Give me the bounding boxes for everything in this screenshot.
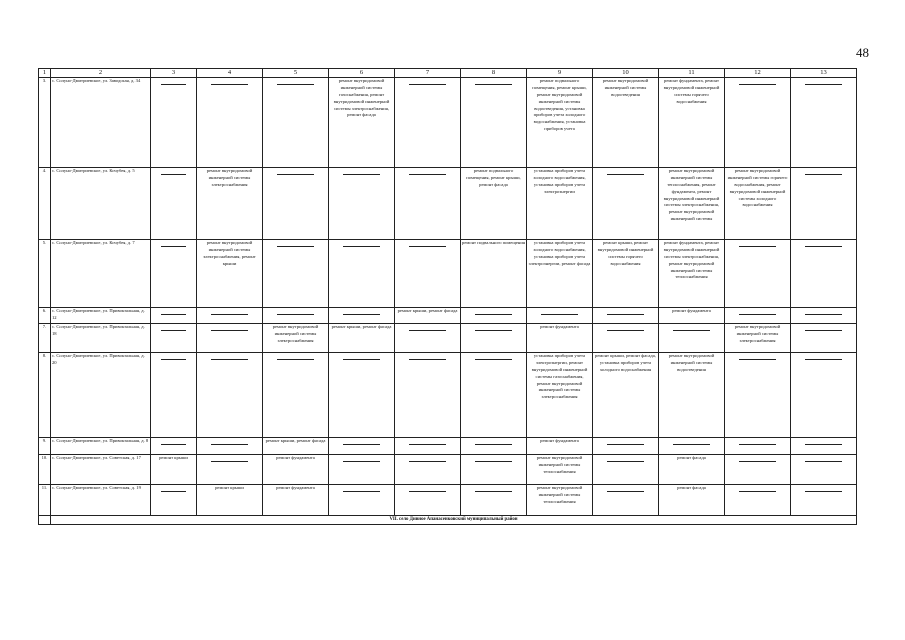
work-cell-col-11: ремонт фундамента, ремонт внутридомовой инженерной системы электроснабжения, ремонт внутридомовой инженерной системы теплоснабжения — [659, 240, 725, 308]
work-cell-col-4: ремонт крыши — [197, 485, 263, 516]
row-number: 4. — [39, 168, 51, 240]
column-header-11: 11 — [659, 69, 725, 78]
work-cell-col-6 — [329, 168, 395, 240]
work-cell-col-8: ремонт подвального помещения, ремонт крыши, ремонт фасада — [461, 168, 527, 240]
work-cell-col-9: установка приборов учета холодного водоснабжения, установка приборов учета электроэнергии — [527, 168, 593, 240]
work-cell-col-8 — [461, 455, 527, 485]
work-cell-col-7 — [395, 455, 461, 485]
work-cell-col-8 — [461, 353, 527, 438]
dash-mark — [409, 84, 447, 85]
dash-mark — [161, 491, 187, 492]
dash-mark — [161, 246, 187, 247]
work-cell-col-10 — [593, 485, 659, 516]
work-cell-col-7 — [395, 485, 461, 516]
work-cell-col-5: ремонт фундамента — [263, 455, 329, 485]
dash-mark — [475, 314, 513, 315]
dash-mark — [409, 246, 447, 247]
work-cell-col-3 — [151, 438, 197, 455]
dash-mark — [739, 246, 777, 247]
work-cell-col-10 — [593, 308, 659, 324]
work-cell-col-5: ремонт фундамента — [263, 485, 329, 516]
column-header-5: 5 — [263, 69, 329, 78]
work-cell-col-4: ремонт внутридомовой инженерной системы электроснабжения — [197, 168, 263, 240]
work-cell-col-13 — [791, 438, 857, 455]
work-cell-col-6 — [329, 240, 395, 308]
row-number: 5. — [39, 240, 51, 308]
dash-mark — [739, 461, 777, 462]
dash-mark — [607, 330, 645, 331]
dash-mark — [475, 444, 513, 445]
dash-mark — [409, 174, 447, 175]
work-cell-col-8: ремонт подвального помещения — [461, 240, 527, 308]
work-cell-col-13 — [791, 168, 857, 240]
table-row — [39, 308, 857, 324]
dash-mark — [343, 461, 381, 462]
dash-mark — [673, 330, 711, 331]
work-cell-col-6: ремонт внутридомовой инженерной системы газоснабжения, ремонт внутридомовой инженерной системы электроснабжения, ремонт фасада — [329, 78, 395, 168]
work-cell-col-12 — [725, 78, 791, 168]
address-cell: с. Солуно-Дмитриевское, ул. Заводская, д. 34 — [51, 78, 151, 168]
dash-mark — [805, 491, 843, 492]
work-cell-col-10 — [593, 324, 659, 353]
row-number: 7. — [39, 324, 51, 353]
address-cell: с. Солуно-Дмитриевское, ул. Кочубея, д. 5 — [51, 168, 151, 240]
work-cell-col-13 — [791, 324, 857, 353]
work-cell-col-13 — [791, 308, 857, 324]
dash-mark — [409, 491, 447, 492]
dash-mark — [673, 444, 711, 445]
work-cell-col-5 — [263, 240, 329, 308]
table-row — [39, 78, 857, 168]
dash-mark — [277, 84, 315, 85]
column-header-13: 13 — [791, 69, 857, 78]
work-cell-col-8 — [461, 438, 527, 455]
work-cell-col-11 — [659, 324, 725, 353]
dash-mark — [409, 330, 447, 331]
work-cell-col-7 — [395, 240, 461, 308]
address-cell: с. Солуно-Дмитриевское, ул. Привокзальная, д. 8 — [51, 438, 151, 455]
dash-mark — [805, 461, 843, 462]
work-cell-col-6: ремонт крыши, ремонт фасада — [329, 324, 395, 353]
dash-mark — [739, 359, 777, 360]
work-cell-col-6 — [329, 353, 395, 438]
dash-mark — [739, 84, 777, 85]
work-cell-col-12 — [725, 438, 791, 455]
work-cell-col-10 — [593, 455, 659, 485]
work-cell-col-10: ремонт крыши, ремонт внутридомовой инженерной системы горячего водоснабжения — [593, 240, 659, 308]
work-cell-col-9: ремонт фундамента — [527, 438, 593, 455]
dash-mark — [475, 491, 513, 492]
work-cell-col-7 — [395, 324, 461, 353]
address-cell: с. Солуно-Дмитриевское, ул. Советская, д. 17 — [51, 455, 151, 485]
section-row — [39, 516, 857, 525]
dash-mark — [161, 174, 187, 175]
work-cell-col-10 — [593, 438, 659, 455]
work-cell-col-8 — [461, 324, 527, 353]
table-row — [39, 324, 857, 353]
work-cell-col-12 — [725, 240, 791, 308]
dash-mark — [409, 444, 447, 445]
work-cell-col-9 — [527, 308, 593, 324]
address-cell: с. Солуно-Дмитриевское, ул. Привокзальная, д. 12 — [51, 308, 151, 324]
work-cell-col-5 — [263, 308, 329, 324]
repair-schedule-table-wrapper — [38, 68, 846, 525]
dash-mark — [805, 314, 843, 315]
work-cell-col-4 — [197, 455, 263, 485]
work-cell-col-13 — [791, 455, 857, 485]
work-cell-col-12: ремонт внутридомовой инженерной системы электроснабжения — [725, 324, 791, 353]
column-header-12: 12 — [725, 69, 791, 78]
dash-mark — [739, 314, 777, 315]
work-cell-col-3 — [151, 240, 197, 308]
work-cell-col-5 — [263, 168, 329, 240]
work-cell-col-5 — [263, 353, 329, 438]
work-cell-col-8 — [461, 308, 527, 324]
dash-mark — [475, 330, 513, 331]
work-cell-col-9: установка приборов учета электроэнергии, ремонт внутридомовой инженерной системы газоснабжения, ремонт внутридомовой инженерной системы электроснабжения — [527, 353, 593, 438]
work-cell-col-9: ремонт фундамента — [527, 324, 593, 353]
column-header-3: 3 — [151, 69, 197, 78]
work-cell-col-10: ремонт крыши, ремонт фасада, установка приборов учета холодного водоснабжения — [593, 353, 659, 438]
dash-mark — [475, 359, 513, 360]
work-cell-col-11: ремонт внутридомовой инженерной системы теплоснабжения, ремонт фундамента, ремонт внутридомовой инженерной системы электроснабжения, ремонт внутридомовой инженерной системы — [659, 168, 725, 240]
dash-mark — [161, 330, 187, 331]
work-cell-col-7 — [395, 168, 461, 240]
page-number: 48 — [856, 45, 869, 60]
work-cell-col-5: ремонт внутридомовой инженерной системы электроснабжения — [263, 324, 329, 353]
dash-mark — [211, 314, 249, 315]
column-header-6: 6 — [329, 69, 395, 78]
work-cell-col-13 — [791, 240, 857, 308]
work-cell-col-11 — [659, 438, 725, 455]
work-cell-col-3: ремонт крыши — [151, 455, 197, 485]
header-row — [39, 69, 857, 78]
table-body — [39, 69, 857, 525]
work-cell-col-12 — [725, 455, 791, 485]
work-cell-col-12 — [725, 308, 791, 324]
address-cell: с. Солуно-Дмитриевское, ул. Привокзальная, д. 18 — [51, 324, 151, 353]
work-cell-col-7 — [395, 438, 461, 455]
work-cell-col-4: ремонт внутридомовой инженерной системы электроснабжения, ремонт крыши — [197, 240, 263, 308]
dash-mark — [161, 444, 187, 445]
dash-mark — [343, 314, 381, 315]
work-cell-col-3 — [151, 78, 197, 168]
dash-mark — [739, 444, 777, 445]
dash-mark — [211, 359, 249, 360]
table-row — [39, 485, 857, 516]
dash-mark — [211, 84, 249, 85]
dash-mark — [607, 174, 645, 175]
work-cell-col-5: ремонт крыши, ремонт фасада — [263, 438, 329, 455]
work-cell-col-4 — [197, 438, 263, 455]
table-row — [39, 168, 857, 240]
work-cell-col-9: ремонт внутридомовой инженерной системы теплоснабжения — [527, 455, 593, 485]
work-cell-col-13 — [791, 485, 857, 516]
work-cell-col-8 — [461, 78, 527, 168]
work-cell-col-3 — [151, 168, 197, 240]
work-cell-col-3 — [151, 324, 197, 353]
column-header-9: 9 — [527, 69, 593, 78]
dash-mark — [277, 174, 315, 175]
column-header-2: 2 — [51, 69, 151, 78]
column-header-7: 7 — [395, 69, 461, 78]
work-cell-col-6 — [329, 485, 395, 516]
dash-mark — [805, 246, 843, 247]
work-cell-col-11: ремонт внутридомовой инженерной системы водоотведения — [659, 353, 725, 438]
work-cell-col-11: ремонт фасада — [659, 455, 725, 485]
row-number: 11. — [39, 485, 51, 516]
column-header-4: 4 — [197, 69, 263, 78]
dash-mark — [607, 491, 645, 492]
dash-mark — [409, 461, 447, 462]
work-cell-col-6 — [329, 308, 395, 324]
work-cell-col-11: ремонт фундамента, ремонт внутридомовой инженерной системы горячего водоснабжения — [659, 78, 725, 168]
dash-mark — [607, 314, 645, 315]
work-cell-col-4 — [197, 353, 263, 438]
work-cell-col-13 — [791, 353, 857, 438]
dash-mark — [805, 359, 843, 360]
dash-mark — [211, 444, 249, 445]
work-cell-col-6 — [329, 438, 395, 455]
dash-mark — [343, 174, 381, 175]
column-header-1: 1 — [39, 69, 51, 78]
work-cell-col-5 — [263, 78, 329, 168]
work-cell-col-12 — [725, 353, 791, 438]
dash-mark — [277, 314, 315, 315]
work-cell-col-3 — [151, 353, 197, 438]
address-cell: с. Солуно-Дмитриевское, ул. Кочубея, д. 7 — [51, 240, 151, 308]
table-row — [39, 353, 857, 438]
column-header-8: 8 — [461, 69, 527, 78]
dash-mark — [343, 491, 381, 492]
dash-mark — [607, 461, 645, 462]
dash-mark — [161, 84, 187, 85]
section-label: VII. село Дивное Апанасенковский муниципальный район — [51, 516, 857, 525]
row-number: 3. — [39, 78, 51, 168]
dash-mark — [277, 359, 315, 360]
work-cell-col-10 — [593, 168, 659, 240]
work-cell-col-6 — [329, 455, 395, 485]
dash-mark — [805, 174, 843, 175]
row-number: 8. — [39, 353, 51, 438]
work-cell-col-7 — [395, 78, 461, 168]
dash-mark — [739, 491, 777, 492]
dash-mark — [805, 84, 843, 85]
address-cell: с. Солуно-Дмитриевское, ул. Привокзальная, д. 20 — [51, 353, 151, 438]
work-cell-col-9: установка приборов учета холодного водоснабжения, установка приборов учета электроэнергии, ремонт фасада — [527, 240, 593, 308]
table-row — [39, 438, 857, 455]
dash-mark — [475, 461, 513, 462]
work-cell-col-3 — [151, 485, 197, 516]
work-cell-col-11: ремонт фасада — [659, 485, 725, 516]
work-cell-col-12 — [725, 485, 791, 516]
work-cell-col-8 — [461, 485, 527, 516]
work-cell-col-9: ремонт подвального помещения, ремонт крыши, ремонт внутридомовой инженерной системы водоотведения, установка приборов учета холодного водоснабжения, установка приборов учета — [527, 78, 593, 168]
repair-schedule-table — [38, 68, 857, 525]
work-cell-col-10: ремонт внутридомовой инженерной системы водоотведения — [593, 78, 659, 168]
dash-mark — [805, 444, 843, 445]
dash-mark — [343, 246, 381, 247]
dash-mark — [161, 314, 187, 315]
dash-mark — [211, 461, 249, 462]
row-number: 9. — [39, 438, 51, 455]
dash-mark — [409, 359, 447, 360]
table-row — [39, 240, 857, 308]
dash-mark — [277, 246, 315, 247]
work-cell-col-11: ремонт фундамента — [659, 308, 725, 324]
work-cell-col-7: ремонт крыши, ремонт фасада — [395, 308, 461, 324]
dash-mark — [475, 84, 513, 85]
column-header-10: 10 — [593, 69, 659, 78]
dash-mark — [343, 359, 381, 360]
address-cell: с. Солуно-Дмитриевское, ул. Советская, д. 19 — [51, 485, 151, 516]
dash-mark — [343, 444, 381, 445]
dash-mark — [161, 359, 187, 360]
work-cell-col-4 — [197, 308, 263, 324]
work-cell-col-13 — [791, 78, 857, 168]
dash-mark — [805, 330, 843, 331]
table-row — [39, 455, 857, 485]
row-number: 6. — [39, 308, 51, 324]
work-cell-col-4 — [197, 324, 263, 353]
dash-mark — [607, 444, 645, 445]
work-cell-col-3 — [151, 308, 197, 324]
row-number: 10. — [39, 455, 51, 485]
work-cell-col-4 — [197, 78, 263, 168]
work-cell-col-7 — [395, 353, 461, 438]
work-cell-col-12: ремонт внутридомовой инженерной системы горячего водоснабжения, ремонт внутридомовой инженерной системы холодного водоснабжения — [725, 168, 791, 240]
dash-mark — [211, 330, 249, 331]
work-cell-col-9: ремонт внутридомовой инженерной системы теплоснабжения — [527, 485, 593, 516]
dash-mark — [541, 314, 579, 315]
section-blank-cell — [39, 516, 51, 525]
